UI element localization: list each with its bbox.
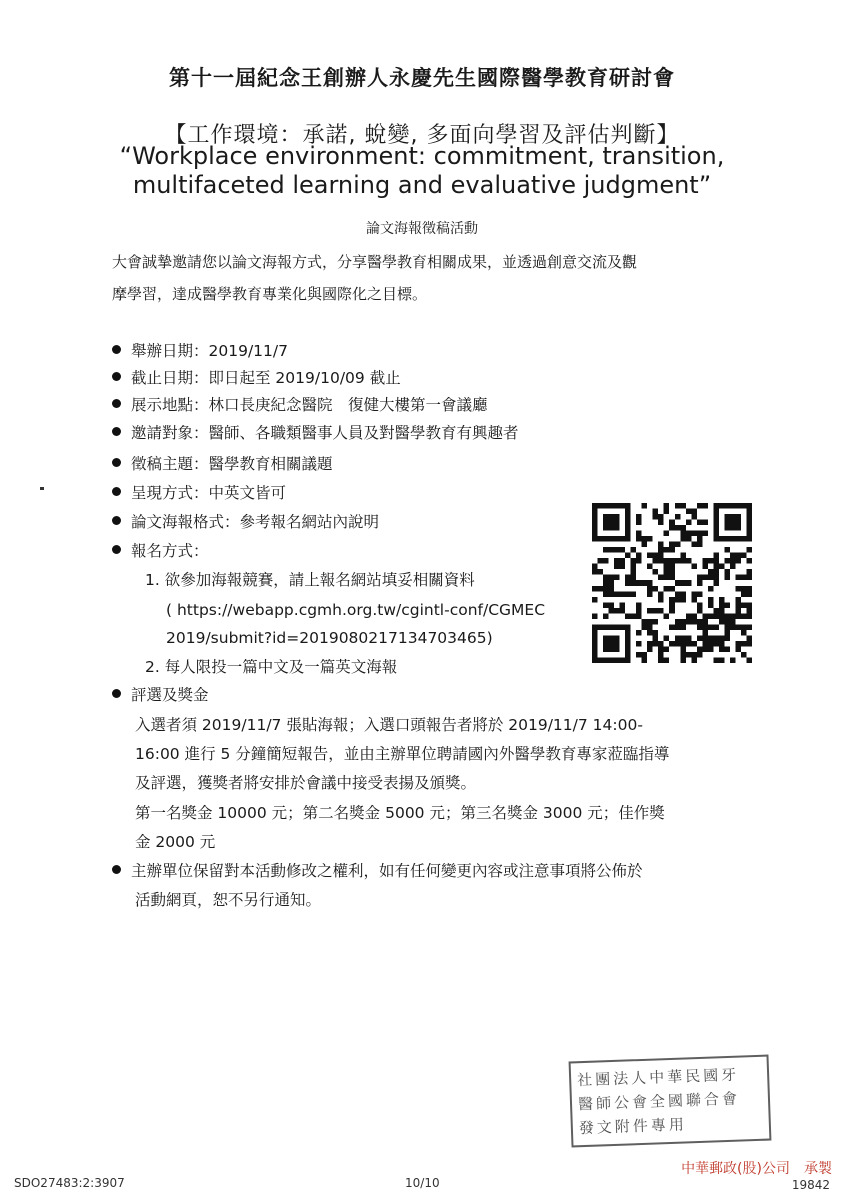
intro-line: 大會誠摯邀請您以論文海報方式，分享醫學教育相關成果，並透過創意交流及觀 [112, 253, 638, 271]
bullet-deadline [112, 363, 401, 393]
subtitle-english-line2: multifaceted learning and evaluative judgment” [132, 171, 712, 199]
stamp-line: 社團法人中華民國牙 [576, 1065, 740, 1090]
bullet-language [112, 478, 286, 508]
bullet-text: 徵稿主題：醫學教育相關議題 [131, 455, 333, 473]
award-line: 入選者須 2019/11/7 張貼海報；入選口頭報告者將於 2019/11/7 14:00- [135, 716, 643, 734]
award-line: 金 2000 元 [135, 833, 216, 851]
bullet-dot-icon [112, 516, 121, 525]
award-line: 16:00 進行 5 分鐘簡短報告，並由主辦單位聘請國內外醫學教育專家蒞臨指導 [135, 745, 670, 763]
intro-line: 摩學習，達成醫學教育專業化與國際化之目標。 [112, 285, 428, 303]
bullet-awards [112, 680, 209, 710]
bullet-format [112, 507, 379, 537]
registration-step-1: 1. 欲參加海報競賽，請上報名網站填妥相關資料 [145, 571, 475, 589]
document-code: SDO27483:2:3907 [14, 1176, 125, 1190]
bullet-dot-icon [112, 487, 121, 496]
stamp-line: 發文附件專用 [578, 1115, 688, 1138]
section-heading: 論文海報徵稿活動 [366, 221, 478, 237]
award-line: 及評選，獲獎者將安排於會議中接受表揚及頒獎。 [135, 774, 477, 792]
bullet-venue [112, 390, 488, 420]
bullet-dot-icon [112, 427, 121, 436]
bullet-text: 主辦單位保留對本活動修改之權利，如有任何變更內容或注意事項將公佈於 [131, 862, 643, 880]
bullet-notice [112, 856, 643, 886]
bullet-text: 報名方式： [131, 542, 209, 560]
stamp-line: 醫師公會全國聯合會 [577, 1089, 741, 1114]
bullet-text: 邀請對象：醫師、各職類醫事人員及對醫學教育有興趣者 [131, 424, 519, 442]
registration-url-line1[interactable]: ( https://webapp.cgmh.org.tw/cgintl-conf/CGMEC [166, 601, 546, 619]
bullet-topic [112, 449, 333, 479]
bullet-text: 舉辦日期：2019/11/7 [131, 342, 288, 360]
bullet-dot-icon [112, 865, 121, 874]
bullet-text: 截止日期：即日起至 2019/10/09 截止 [131, 369, 401, 387]
official-seal-stamp [569, 1055, 772, 1148]
page-number: 10/10 [405, 1176, 440, 1190]
bullet-date [112, 336, 288, 366]
subtitle-chinese: 【工作環境：承諾, 蛻變, 多面向學習及評估判斷】 [164, 123, 680, 148]
bullet-text: 論文海報格式：參考報名網站內說明 [131, 513, 380, 531]
bullet-audience [112, 418, 519, 448]
registration-step-2: 2. 每人限投一篇中文及一篇英文海報 [145, 658, 398, 676]
bullet-text: 評選及獎金 [131, 686, 209, 704]
bullet-text: 展示地點：林口長庚紀念醫院 復健大樓第一會議廳 [131, 396, 488, 414]
bullet-dot-icon [112, 689, 121, 698]
printer-credit: 中華郵政(股)公司 承製 [681, 1161, 832, 1177]
bullet-registration [112, 536, 209, 566]
serial-number: 19842 [791, 1178, 830, 1192]
subtitle-english [0, 142, 844, 200]
registration-url-line2[interactable]: 2019/submit?id=2019080217134703465) [166, 629, 493, 647]
subtitle-english-line1: “Workplace environment: commitment, transition, [119, 142, 725, 170]
bullet-dot-icon [112, 458, 121, 467]
notice-line: 活動網頁，恕不另行通知。 [135, 891, 322, 909]
scan-speck [40, 487, 44, 490]
document-title: 第十一屆紀念王創辦人永慶先生國際醫學教育研討會 [169, 66, 675, 90]
bullet-dot-icon [112, 399, 121, 408]
bullet-dot-icon [112, 345, 121, 354]
bullet-dot-icon [112, 545, 121, 554]
bullet-text: 呈現方式：中英文皆可 [131, 484, 287, 502]
registration-qr-code-icon[interactable] [592, 503, 752, 663]
bullet-dot-icon [112, 372, 121, 381]
award-line: 第一名獎金 10000 元；第二名獎金 5000 元；第三名獎金 3000 元；佳作獎 [135, 804, 665, 822]
intro-paragraph [112, 246, 712, 310]
